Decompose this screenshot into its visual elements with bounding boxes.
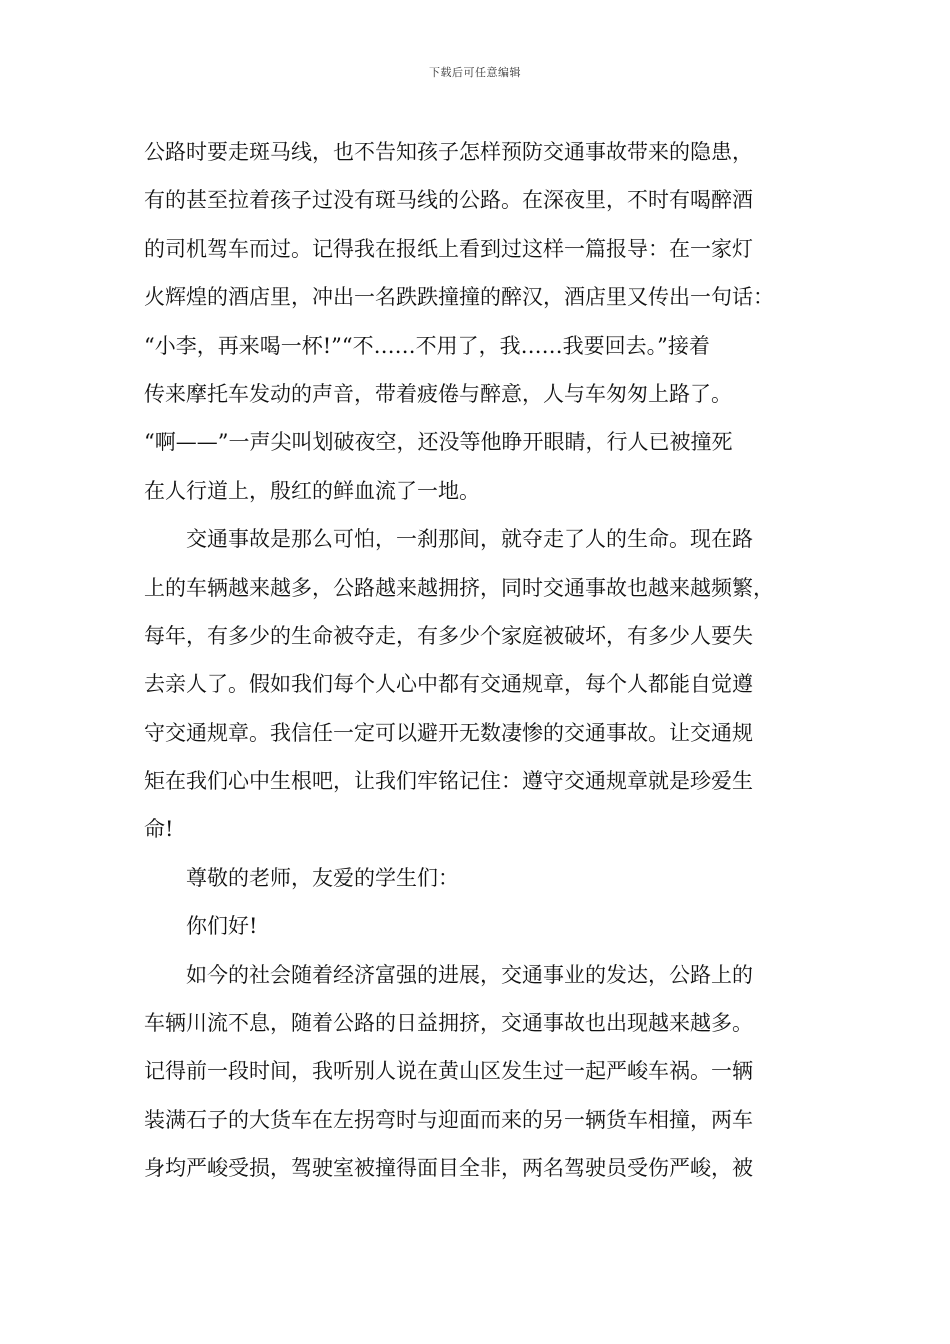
- text-line: 的司机驾车而过。记得我在报纸上看到过这样一篇报导：在一家灯: [144, 236, 753, 261]
- text-line: “小李，再来喝一杯!”“不……不用了，我……我要回去。”接着: [144, 333, 710, 358]
- text-line: 矩在我们心中生根吧，让我们牢铭记住：遵守交通规章就是珍爱生: [144, 769, 753, 794]
- text-line: 装满石子的大货车在左拐弯时与迎面而来的另一辆货车相撞，两车: [144, 1107, 753, 1132]
- paragraph-first-line: 如今的社会随着经济富强的进展，交通事业的发达，公路上的: [186, 962, 753, 987]
- page-header: 下载后可任意编辑: [429, 66, 521, 79]
- text-line: 每年，有多少的生命被夺走，有多少个家庭被破坏，有多少人要失: [144, 623, 753, 648]
- text-line: 命!: [144, 817, 174, 842]
- text-line: 车辆川流不息，随着公路的日益拥挤，交通事故也出现越来越多。: [144, 1011, 753, 1036]
- text-line: 记得前一段时间，我听别人说在黄山区发生过一起严峻车祸。一辆: [144, 1059, 753, 1084]
- text-line: 去亲人了。假如我们每个人心中都有交通规章，每个人都能自觉遵: [144, 672, 753, 697]
- text-line: 公路时要走斑马线，也不告知孩子怎样预防交通事故带来的隐患，: [144, 140, 753, 164]
- text-line: “啊——”一声尖叫划破夜空，还没等他睁开眼睛，行人已被撞死: [144, 430, 733, 455]
- text-line: 守交通规章。我信任一定可以避开无数凄惨的交通事故。让交通规: [144, 720, 753, 745]
- text-line: 身均严峻受损，驾驶室被撞得面目全非，两名驾驶员受伤严峻，被: [144, 1156, 753, 1181]
- text-line: 在人行道上，殷红的鲜血流了一地。: [144, 478, 480, 503]
- text-line: 传来摩托车发动的声音，带着疲倦与醉意，人与车匆匆上路了。: [144, 381, 732, 406]
- greeting-line: 你们好!: [186, 914, 258, 939]
- paragraph-first-line: 交通事故是那么可怕，一刹那间，就夺走了人的生命。现在路: [186, 527, 753, 552]
- document-body: [144, 128, 806, 1193]
- text-line: 有的甚至拉着孩子过没有斑马线的公路。在深夜里，不时有喝醉酒: [144, 188, 753, 213]
- text-line: 火辉煌的酒店里，冲出一名跌跌撞撞的醉汉，酒店里又传出一句话：: [144, 285, 774, 310]
- salutation-line: 尊敬的老师，友爱的学生们：: [186, 865, 459, 890]
- text-line: 上的车辆越来越多，公路越来越拥挤，同时交通事故也越来越频繁，: [144, 575, 774, 600]
